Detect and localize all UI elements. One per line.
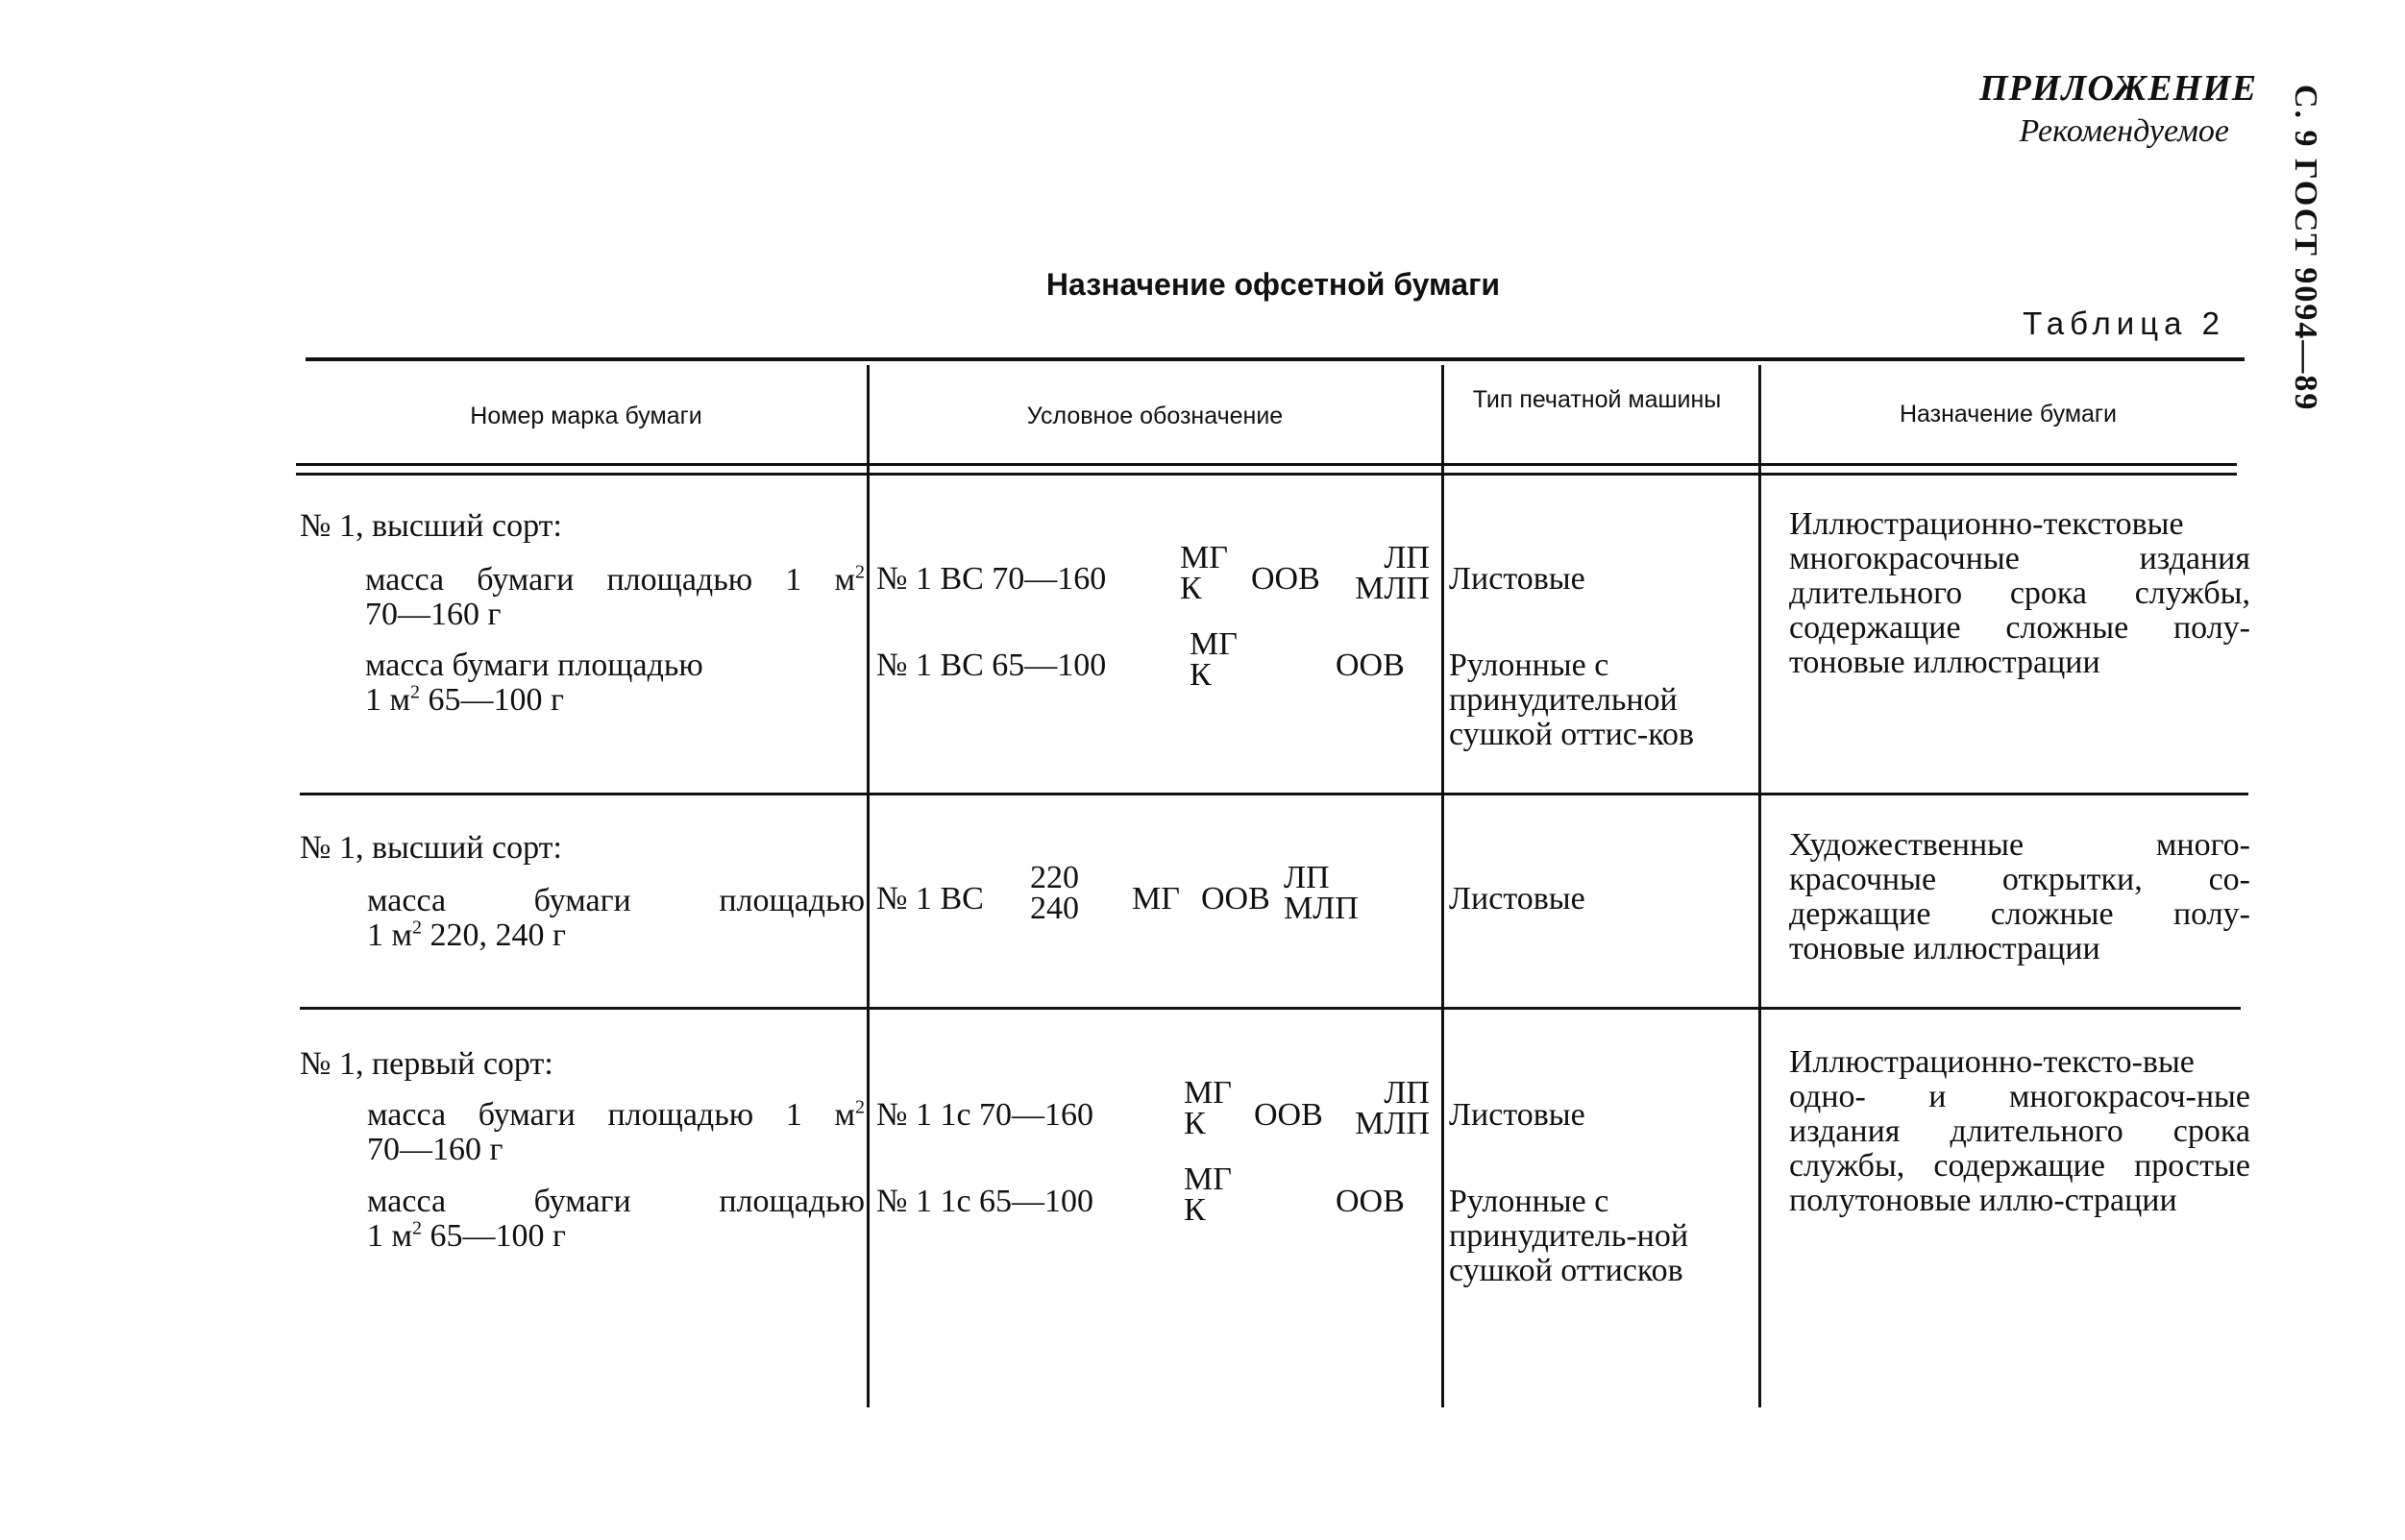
row3-item2-oov: ООВ: [1336, 1184, 1405, 1219]
row1-item1-oov: ООВ: [1251, 561, 1320, 597]
row2-item1-mass-line2-rest: 220, 240 г: [422, 917, 566, 953]
row3-item1-mass: [367, 1098, 865, 1167]
appendix-heading: ПРИЛОЖЕНИЕ: [1979, 68, 2258, 109]
row-divider-1: [300, 793, 2248, 795]
row3-item1-mass-line1: масса бумаги площадью 1 м: [367, 1097, 855, 1133]
row2-grade: № 1, высший сорт:: [300, 830, 562, 866]
row3-grade: № 1, первый сорт:: [300, 1046, 553, 1082]
row3-item2-mass-line2-rest: 65—100 г: [422, 1218, 566, 1254]
row1-item1-mass-line1: масса бумаги площадью 1 м: [365, 562, 855, 598]
header-bottom-rule-2: [296, 473, 2237, 476]
table-number: Таблица 2: [2023, 306, 2225, 341]
row1-item2-mass-line2: 1 м: [365, 682, 411, 718]
col-header-machine-type: Тип печатной машины: [1472, 386, 1722, 413]
row3-item2-designation: № 1 1с 65—100: [876, 1184, 1094, 1219]
row1-item1-stack-mg-k: МГ К: [1180, 540, 1228, 606]
row1-item2-mass-line2-rest: 65—100 г: [420, 682, 564, 718]
table-top-rule: [306, 357, 2245, 361]
row3-item2-mass: [367, 1185, 865, 1254]
row1-item2-designation: № 1 ВС 65—100: [876, 648, 1107, 683]
col-header-grade: Номер марка бумаги: [470, 403, 702, 429]
row1-item1-designation: № 1 ВС 70—160: [876, 561, 1107, 597]
row1-item1-mass-line2: 70—160 г: [365, 597, 502, 632]
row3-item1-stack-mg-k: МГ К: [1184, 1075, 1232, 1141]
superscript-2: 2: [412, 1217, 423, 1239]
header-bottom-rule-1: [296, 463, 2237, 466]
row3-item1-oov: ООВ: [1254, 1097, 1323, 1133]
row1-item2-oov: ООВ: [1336, 648, 1405, 683]
row1-purpose: Иллюстрационно-текстовые многокрасочные издания длительного срока службы, содержащие сложные полу-тоновые иллюстрации: [1789, 506, 2250, 680]
row3-item2-stack-mg-k: МГ К: [1184, 1161, 1232, 1228]
col-header-purpose: Назначение бумаги: [1899, 401, 2117, 428]
col-divider-2: [1441, 365, 1444, 1407]
row2-item1-mass: [367, 884, 865, 953]
row2-item1-fraction: 220 240: [1030, 860, 1079, 926]
row1-grade: № 1, высший сорт:: [300, 508, 562, 544]
row1-item2-mass-line1: масса бумаги площадью: [365, 648, 703, 683]
superscript-2: 2: [855, 1096, 865, 1118]
row3-item1-stack-lp-mlp: ЛП МЛП: [1355, 1075, 1430, 1141]
row1-item1-machine: Листовые: [1449, 561, 1585, 597]
row1-item1-stack-lp-mlp: ЛП МЛП: [1355, 540, 1430, 606]
superscript-2: 2: [855, 561, 865, 583]
row2-purpose: Художественные много-красочные открытки, со-держащие сложные полу-тоновые иллюстрации: [1789, 827, 2250, 966]
table-title: Назначение офсетной бумаги: [1045, 267, 1501, 302]
row2-item1-mass-line1: масса бумаги площадью: [367, 883, 865, 918]
row-divider-2: [300, 1007, 2241, 1010]
row2-item1-machine: Листовые: [1449, 881, 1585, 917]
col-divider-1: [867, 365, 870, 1407]
row3-item2-mass-line2: 1 м: [367, 1218, 413, 1254]
row1-item2-stack-mg-k: МГ К: [1190, 626, 1238, 693]
row3-item2-mass-line1: масса бумаги площадью: [367, 1184, 865, 1219]
superscript-2: 2: [412, 917, 423, 939]
row3-item2-machine: Рулонные с принудитель-ной сушкой оттисков: [1449, 1184, 1689, 1288]
col-divider-3: [1758, 365, 1761, 1407]
row2-item1-mass-line2: 1 м: [367, 917, 413, 953]
row3-item1-machine: Листовые: [1449, 1097, 1585, 1133]
row2-item1-mg: МГ: [1132, 881, 1180, 917]
row2-item1-designation: № 1 ВС: [876, 881, 984, 917]
row3-purpose: Иллюстрационно-тексто-вые одно- и многокрасоч-ные издания длительного срока службы, содержащие простые полутоновые иллю-страции: [1789, 1044, 2250, 1218]
row1-item2-mass: [365, 648, 865, 718]
row2-item1-stack-lp-mlp: ЛП МЛП: [1284, 860, 1359, 926]
col-header-designation: Условное обозначение: [1026, 403, 1284, 429]
page-side-label: С. 9 ГОСТ 9094—89: [2288, 85, 2323, 412]
row1-item2-machine: Рулонные с принудительной сушкой оттис-ков: [1449, 648, 1695, 752]
row3-item1-designation: № 1 1с 70—160: [876, 1097, 1094, 1133]
row3-item1-mass-line2: 70—160 г: [367, 1132, 503, 1167]
appendix-status: Рекомендуемое: [2019, 113, 2229, 149]
row2-item1-oov: ООВ: [1201, 881, 1270, 917]
row1-item1-mass: [365, 563, 865, 632]
superscript-2: 2: [410, 681, 421, 703]
